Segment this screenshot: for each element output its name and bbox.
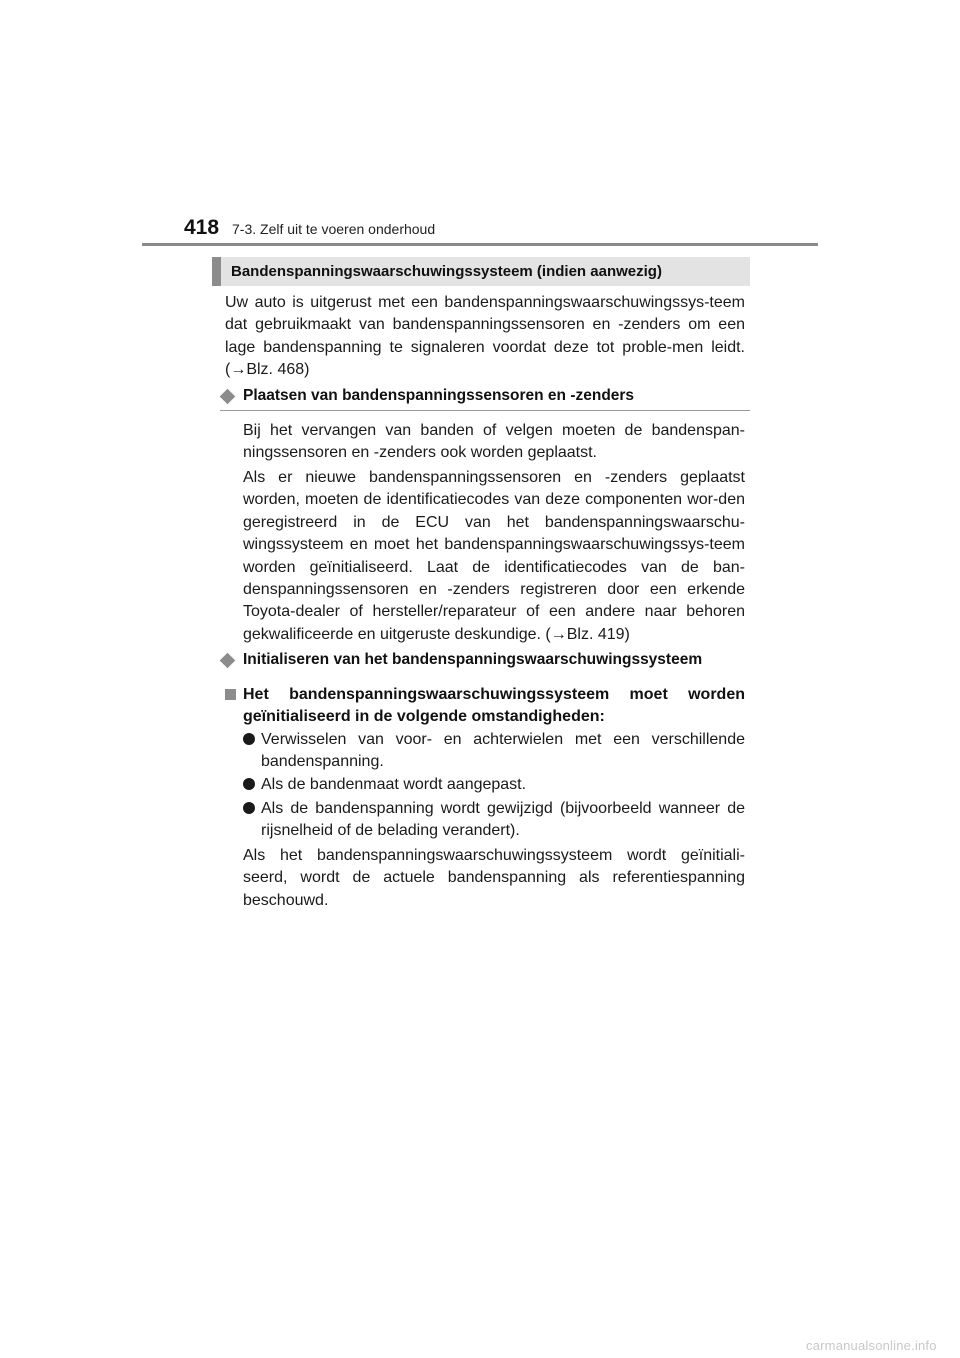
subsection-rule bbox=[220, 410, 750, 411]
square-bullet-icon bbox=[225, 689, 236, 700]
subsection-title: Initialiseren van het bandenspanningswaarschuwingssysteem bbox=[243, 651, 703, 668]
condition-heading bbox=[225, 684, 745, 729]
subsection-heading-placement bbox=[220, 387, 634, 405]
list-item bbox=[243, 774, 745, 796]
list-item-text: Verwisselen van voor- en achterwielen met een verschillende bandenspanning. bbox=[261, 731, 745, 771]
paragraph: Bij het vervangen van banden of velgen moeten de bandenspan-ningssensoren en -zenders ook worden geplaatst. bbox=[243, 422, 745, 462]
chapter-title: 7-3. Zelf uit te voeren onderhoud bbox=[232, 221, 436, 237]
list-item bbox=[243, 798, 745, 843]
header-rule bbox=[142, 243, 818, 246]
bullet-dot-icon bbox=[243, 802, 255, 814]
diamond-icon bbox=[220, 388, 236, 404]
condition-heading-text: Het bandenspanningswaarschuwingssysteem moet worden geïnitialiseerd in de volgende omstandigheden: bbox=[243, 686, 745, 726]
intro-paragraph: Uw auto is uitgerust met een bandenspanningswaarschuwingssys-teem dat gebruikmaakt van bandenspanningssensoren en -zenders om een lage bandenspanning te signaleren voordat deze tot proble-men leidt. (→Blz. 468) bbox=[225, 294, 745, 379]
list-item bbox=[243, 729, 745, 774]
paragraph: Als er nieuwe bandenspanningssensoren en -zenders geplaatst worden, moeten de identificatiecodes van deze componenten wor-den geregistreerd in de ECU van het bandenspanningswaarschu-wingssysteem en moet het bandenspanningswaarschuwingssys-teem worden geïnitialiseerd. Laat de identificatiecodes van de ban-denspanningssensoren en -zenders registreren door een erkende Toyota-dealer of hersteller/reparateur of een andere naar behoren gekwalificeerde en uitgeruste deskundige. (→Blz. 419) bbox=[243, 469, 745, 643]
watermark: carmanualsonline.info bbox=[806, 1338, 937, 1353]
closing-paragraph: Als het bandenspanningswaarschuwingssysteem wordt geïnitiali-seerd, wordt de actuele bandenspanning als referentiespanning beschouwd. bbox=[243, 847, 745, 909]
list-item-text: Als de bandenspanning wordt gewijzigd (bijvoorbeeld wanneer de rijsnelheid of de belading verandert). bbox=[261, 800, 745, 840]
bullet-dot-icon bbox=[243, 733, 255, 745]
subsection-title: Plaatsen van bandenspanningssensoren en -zenders bbox=[243, 387, 635, 404]
bullet-dot-icon bbox=[243, 778, 255, 790]
subsection-heading-initialization bbox=[220, 651, 702, 669]
diamond-icon bbox=[220, 652, 236, 668]
section-title-box: Bandenspanningswaarschuwingssysteem (indien aanwezig) bbox=[212, 257, 750, 286]
list-item-text: Als de bandenmaat wordt aangepast. bbox=[261, 776, 527, 793]
page-number: 418 bbox=[184, 216, 220, 239]
